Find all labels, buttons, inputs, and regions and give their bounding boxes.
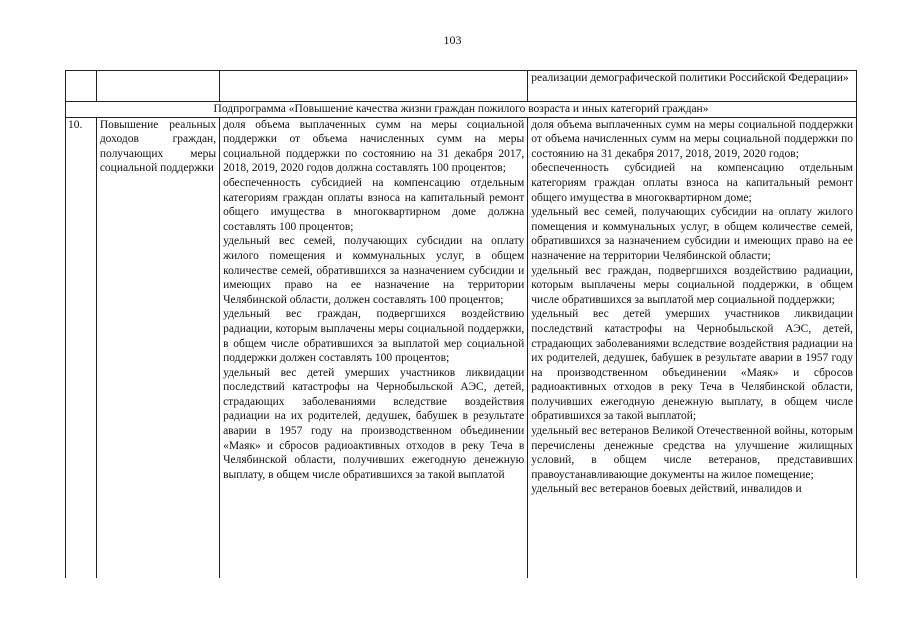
indicator-item: удельный вес ветеранов боевых действий, инвалидов и	[531, 483, 802, 496]
indicator-item: обеспеченность субсидией на компенсацию отдельным категориям граждан оплаты взноса на капитальный ремонт общего имущества в многоквартирном доме;	[531, 162, 853, 204]
indicators-cell	[528, 117, 857, 578]
task-cell: Повышение реальных доходов граждан, получающих меры социальной поддержки	[96, 117, 219, 578]
subprogram-title: Подпрограмма «Повышение качества жизни граждан пожилого возраста и иных категорий граждан»	[66, 102, 857, 118]
indicator-item: удельный вес детей умерших участников ликвидации последствий катастрофы на Чернобыльской АЭС, детей, страдающих заболеваниями вследствие воздействия радиации на их родителей, дедушек, бабушек в результате аварии в 1957 году на производственном объединении «Маяк» и сбросов радиоактивных отходов в реку Теча в Челябинской области, получивших ежегодную денежную выплату, в общем числе обратившихся за такой выплатой;	[531, 308, 853, 423]
indicator-item: удельный вес граждан, подвергшихся воздействию радиации, которым выплачены меры социальной поддержки, в общем числе обратившихся за выплатой мер социальной поддержки;	[531, 264, 853, 306]
indicator-item: удельный вес семей, получающих субсидии на оплату жилого помещения и коммунальных услуг, в общем количестве семей, обратившихся за назначением субсидии и имеющих право на ее назначение на территории Челябинской области, должен составлять 100 процентов;	[223, 235, 525, 306]
indicator-item: доля объема выплаченных сумм на меры социальной поддержки от объема начисленных сумм на меры социальной поддержки по состоянию на 31 декабря 2017, 2018, 2019, 2020 годов;	[531, 118, 853, 160]
subprogram-row	[66, 102, 857, 118]
table-cell	[66, 71, 97, 102]
indicator-item: удельный вес детей умерших участников ликвидации последствий катастрофы на Чернобыльской АЭС, детей, страдающих заболеваниями вследствие воздействия радиации на их родителей, дедушек, бабушек в результате аварии в 1957 году на производственном объединении «Маяк» и сбросов радиоактивных отходов в реку Теча в Челябинской области, получивших ежегодную денежную выплату, в общем числе обратившихся за такой выплатой	[223, 366, 525, 481]
table-cell	[220, 71, 528, 102]
table-cell	[96, 71, 219, 102]
table-row	[66, 71, 857, 102]
indicator-item: удельный вес ветеранов Великой Отечественной войны, которым перечислены денежные средства на улучшение жилищных условий, в общем числе ветеранов, представивших правоустанавливающие документы на жилое помещение;	[531, 425, 853, 481]
indicator-item: удельный вес граждан, подвергшихся воздействию радиации, которым выплачены меры социальной поддержки, в общем числе обратившихся за выплатой мер социальной поддержки должен составлять 100 процентов;	[223, 308, 525, 365]
indicator-item: доля объема выплаченных сумм на меры социальной поддержки от объема начисленных сумм на меры социальной поддержки по состоянию на 31 декабря 2017, 2018, 2019, 2020 годов должна составлять 100 процентов;	[223, 118, 525, 175]
table-cell: реализации демографической политики Российской Федерации»	[528, 71, 857, 102]
target-indicators-cell	[220, 117, 528, 578]
program-table	[65, 70, 857, 578]
page-number: 103	[443, 33, 462, 47]
indicator-item: обеспеченность субсидией на компенсацию отдельным категориям граждан оплаты взноса на капитальный ремонт общего имущества в многоквартирном доме должна составлять 100 процентов;	[223, 176, 525, 233]
row-number: 10.	[66, 117, 97, 578]
indicator-item: удельный вес семей, получающих субсидии на оплату жилого помещения и коммунальных услуг, в общем количестве семей, обратившихся за назначением субсидии и имеющих право на ее назначение на территории Челябинской области;	[531, 206, 853, 262]
table-row	[66, 117, 857, 578]
